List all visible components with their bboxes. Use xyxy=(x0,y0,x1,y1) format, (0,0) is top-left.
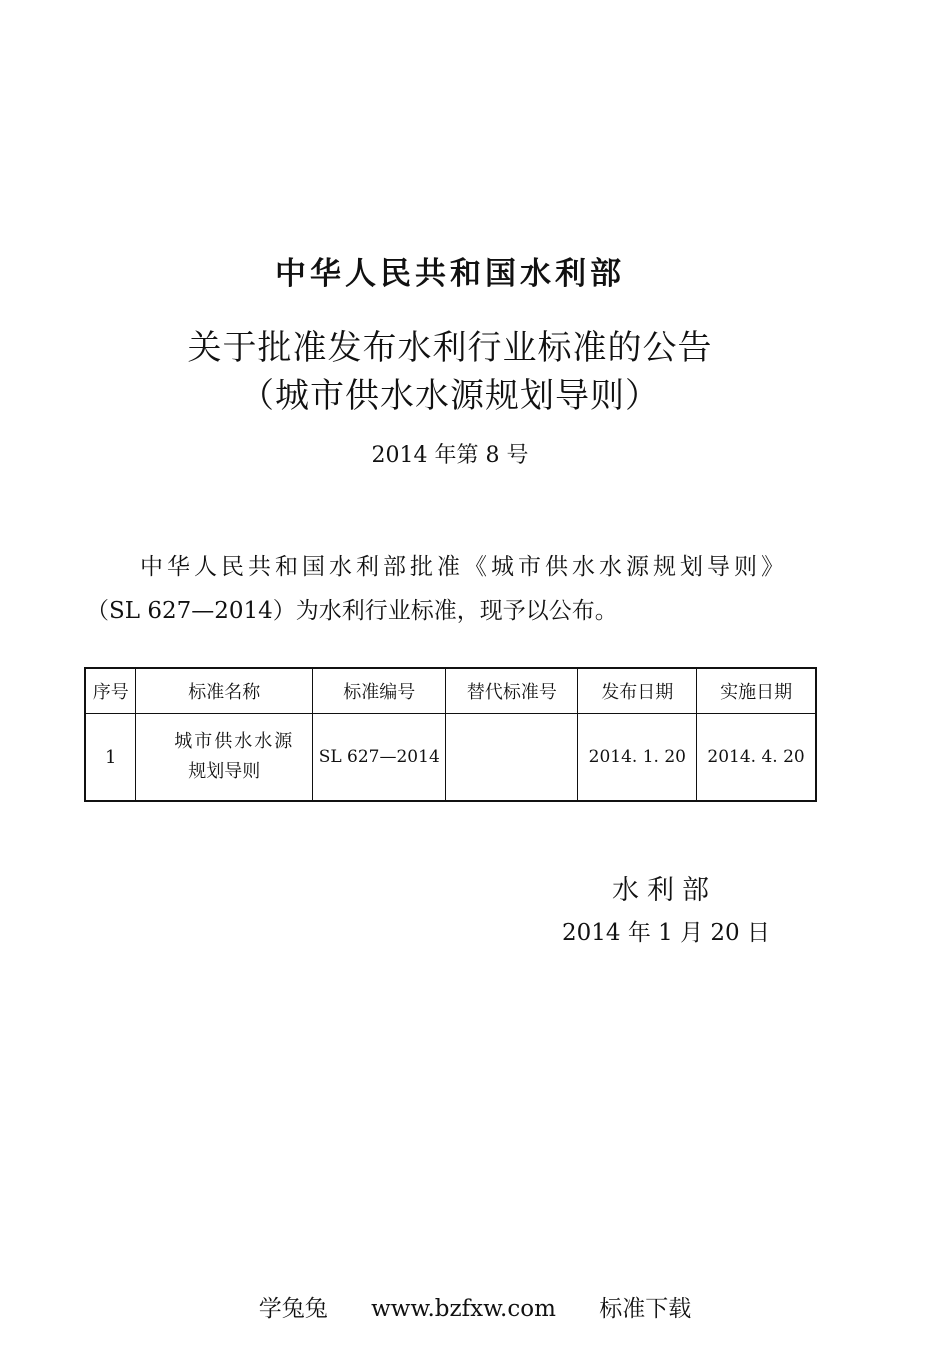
footer-site-name: 学兔兔 xyxy=(258,1296,328,1322)
document-subtitle: （城市供水水源规划导则） xyxy=(240,376,660,416)
table-row xyxy=(85,714,816,802)
footer xyxy=(0,1290,950,1323)
header-code: 标准编号 xyxy=(313,668,446,714)
body-paragraph-line1: 中华人民共和国水利部批准《城市供水水源规划导则》 xyxy=(140,554,788,580)
body-paragraph-line2: （SL 627—2014）为水利行业标准，现予以公布。 xyxy=(86,598,618,624)
cell-name xyxy=(136,714,313,802)
header-seq: 序号 xyxy=(85,668,136,714)
footer-label: 标准下载 xyxy=(599,1296,692,1322)
standards-table xyxy=(84,667,817,802)
document-number: 2014 年第 8 号 xyxy=(371,443,529,468)
footer-url[interactable]: www.bzfxw.com xyxy=(371,1296,556,1322)
header-implement-date: 实施日期 xyxy=(697,668,816,714)
signature-date: 2014 年 1 月 20 日 xyxy=(562,920,770,946)
table-header-row xyxy=(85,668,816,714)
cell-name-line2: 规划导则 xyxy=(188,761,261,782)
cell-implement-date: 2014. 4. 20 xyxy=(697,714,816,802)
ministry-name: 中华人民共和国水利部 xyxy=(275,256,625,292)
cell-replaces xyxy=(446,714,578,802)
cell-name-line1: 城市供水水源 xyxy=(174,731,295,752)
header-replaces: 替代标准号 xyxy=(446,668,578,714)
document-title: 关于批准发布水利行业标准的公告 xyxy=(187,328,713,368)
header-name: 标准名称 xyxy=(136,668,313,714)
cell-publish-date: 2014. 1. 20 xyxy=(578,714,697,802)
signature-org: 水利部 xyxy=(612,875,717,906)
cell-seq: 1 xyxy=(85,714,136,802)
header-publish-date: 发布日期 xyxy=(578,668,697,714)
cell-code: SL 627—2014 xyxy=(313,714,446,802)
